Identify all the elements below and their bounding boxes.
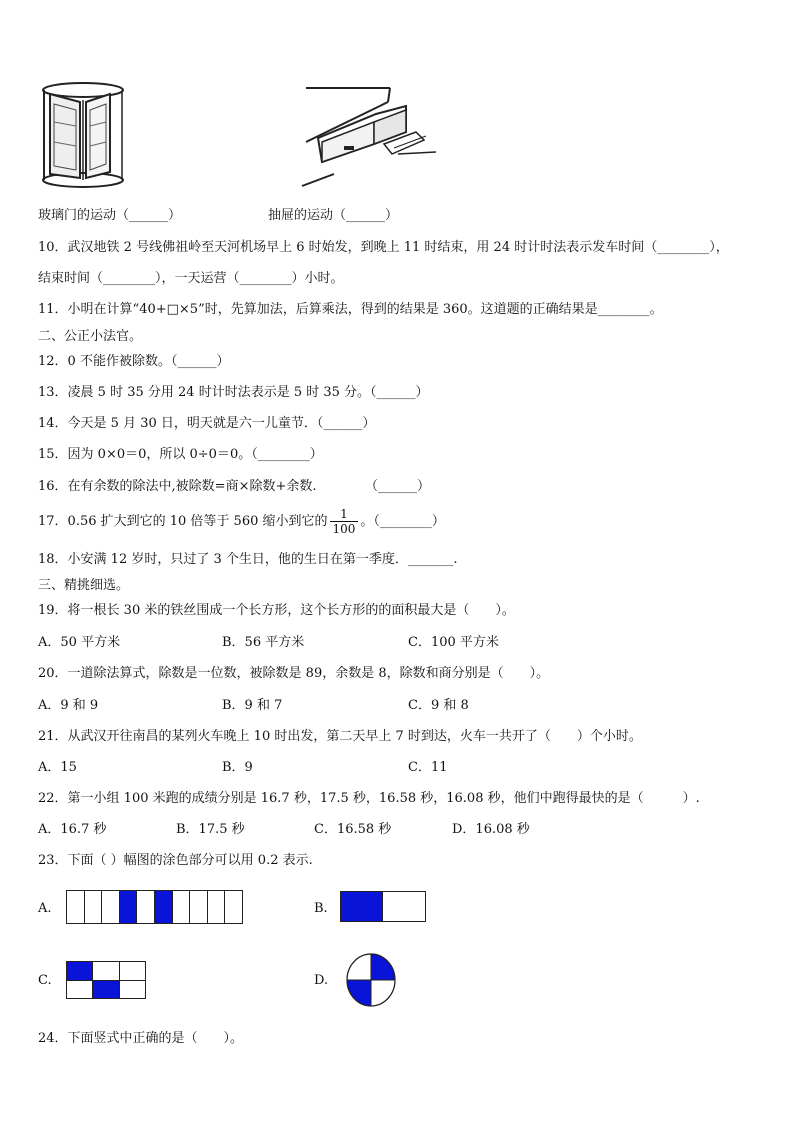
- figure-b-shaded-part: [340, 891, 383, 922]
- figure-c-cell: [92, 961, 119, 981]
- question-21-option-b: B．9: [222, 760, 253, 775]
- question-22: 22．第一小组 100 米跑的成绩分别是 16.7 秒，17.5 秒，16.58 秒，16.08 秒，他们中跑得最快的是（ ）.: [38, 791, 700, 806]
- question-19: 19．将一根长 30 米的铁丝围成一个长方形，这个长方形的的面积最大是（ ）。: [38, 603, 515, 618]
- figure-c-grid: [66, 961, 145, 998]
- section-3-title: 三、精挑细选。: [38, 578, 130, 593]
- figure-a-cell: [136, 890, 155, 924]
- question-16-blank: （______）: [365, 479, 431, 494]
- figure-a-cell: [119, 890, 138, 924]
- figure-a-cell: [101, 890, 120, 924]
- drawer-illustration: [298, 82, 440, 190]
- fraction-denominator: 100: [332, 522, 356, 536]
- question-20-option-a: A．9 和 9: [38, 698, 99, 713]
- question-10-line-1: 10．武汉地铁 2 号线佛祖岭至天河机场早上 6 时始发，到晚上 11 时结束，用 24 时计时法表示发车时间（________），: [38, 240, 729, 255]
- question-17: [38, 505, 445, 539]
- fraction-numerator: 1: [330, 507, 359, 522]
- question-20-option-c: C．9 和 8: [408, 698, 469, 713]
- question-22-option-d: D．16.08 秒: [452, 822, 530, 837]
- section-2-title: 二、公正小法官。: [38, 329, 143, 344]
- revolving-door-illustration: [40, 82, 130, 190]
- figure-a-ten-strip: [66, 890, 242, 924]
- question-21-option-c: C．11: [408, 760, 448, 775]
- drawer-motion-caption: 抽屉的运动（______）: [268, 208, 399, 223]
- fraction-one-hundredth: [330, 507, 359, 536]
- figure-c-cell: [66, 961, 93, 981]
- question-18: 18．小安满 12 岁时，只过了 3 个生日，他的生日在第一季度．_______.: [38, 552, 458, 567]
- figure-a-cell: [66, 890, 85, 924]
- question-14: 14．今天是 5 月 30 日，明天就是六一儿童节．（______）: [38, 416, 376, 431]
- question-12: 12．0 不能作被除数。（______）: [38, 354, 230, 369]
- question-19-option-c: C．100 平方米: [408, 635, 499, 650]
- figure-a-cell: [172, 890, 191, 924]
- figure-a-cell: [207, 890, 226, 924]
- question-20: 20．一道除法算式，除数是一位数，被除数是 89，余数是 8，除数和商分别是（ ）。: [38, 666, 550, 681]
- question-23: 23．下面（ ）幅图的涂色部分可以用 0.2 表示.: [38, 853, 313, 868]
- question-20-option-b: B．9 和 7: [222, 698, 283, 713]
- question-23-label-d: D.: [314, 973, 329, 988]
- figure-d-circle: [345, 952, 397, 1008]
- question-19-option-b: B．56 平方米: [222, 635, 305, 650]
- question-21: 21．从武汉开往南昌的某列火车晚上 10 时出发，第二天早上 7 时到达，火车一共开了（ ）个小时。: [38, 729, 642, 744]
- question-23-label-a: A.: [38, 901, 52, 916]
- figure-a-cell: [84, 890, 103, 924]
- question-24: 24．下面竖式中正确的是（ ）。: [38, 1031, 244, 1046]
- question-19-option-a: A．50 平方米: [38, 635, 121, 650]
- figure-a-cell: [154, 890, 173, 924]
- figure-c-cell: [119, 980, 146, 1000]
- figure-c-cell: [119, 961, 146, 981]
- question-22-option-c: C．16.58 秒: [314, 822, 392, 837]
- question-17-blank: 。（________）: [360, 514, 445, 529]
- figure-b-half-strip: [340, 891, 426, 922]
- figure-a-cell: [224, 890, 243, 924]
- question-21-option-a: A．15: [38, 760, 77, 775]
- figure-a-cell: [189, 890, 208, 924]
- question-11: 11．小明在计算“40+□×5”时，先算加法，后算乘法，得到的结果是 360。这道题的正确结果是________。: [38, 302, 663, 317]
- question-17-text: 17．0.56 扩大到它的 10 倍等于 560 缩小到它的: [38, 514, 328, 529]
- door-motion-caption: 玻璃门的运动（______）: [38, 208, 182, 223]
- question-22-option-b: B．17.5 秒: [176, 822, 245, 837]
- question-23-label-c: C.: [38, 973, 52, 988]
- question-22-option-a: A．16.7 秒: [38, 822, 107, 837]
- figure-c-cell: [66, 980, 93, 1000]
- question-23-label-b: B.: [314, 901, 328, 916]
- figure-c-cell: [92, 980, 119, 1000]
- question-10-line-2: 结束时间（________），一天运营（________）小时。: [38, 271, 344, 286]
- question-15: 15．因为 0×0＝0，所以 0÷0＝0。（________）: [38, 447, 323, 462]
- question-16: 16．在有余数的除法中,被除数=商×除数+余数.: [38, 479, 317, 494]
- question-13: 13．凌晨 5 时 35 分用 24 时计时法表示是 5 时 35 分。（______）: [38, 385, 429, 400]
